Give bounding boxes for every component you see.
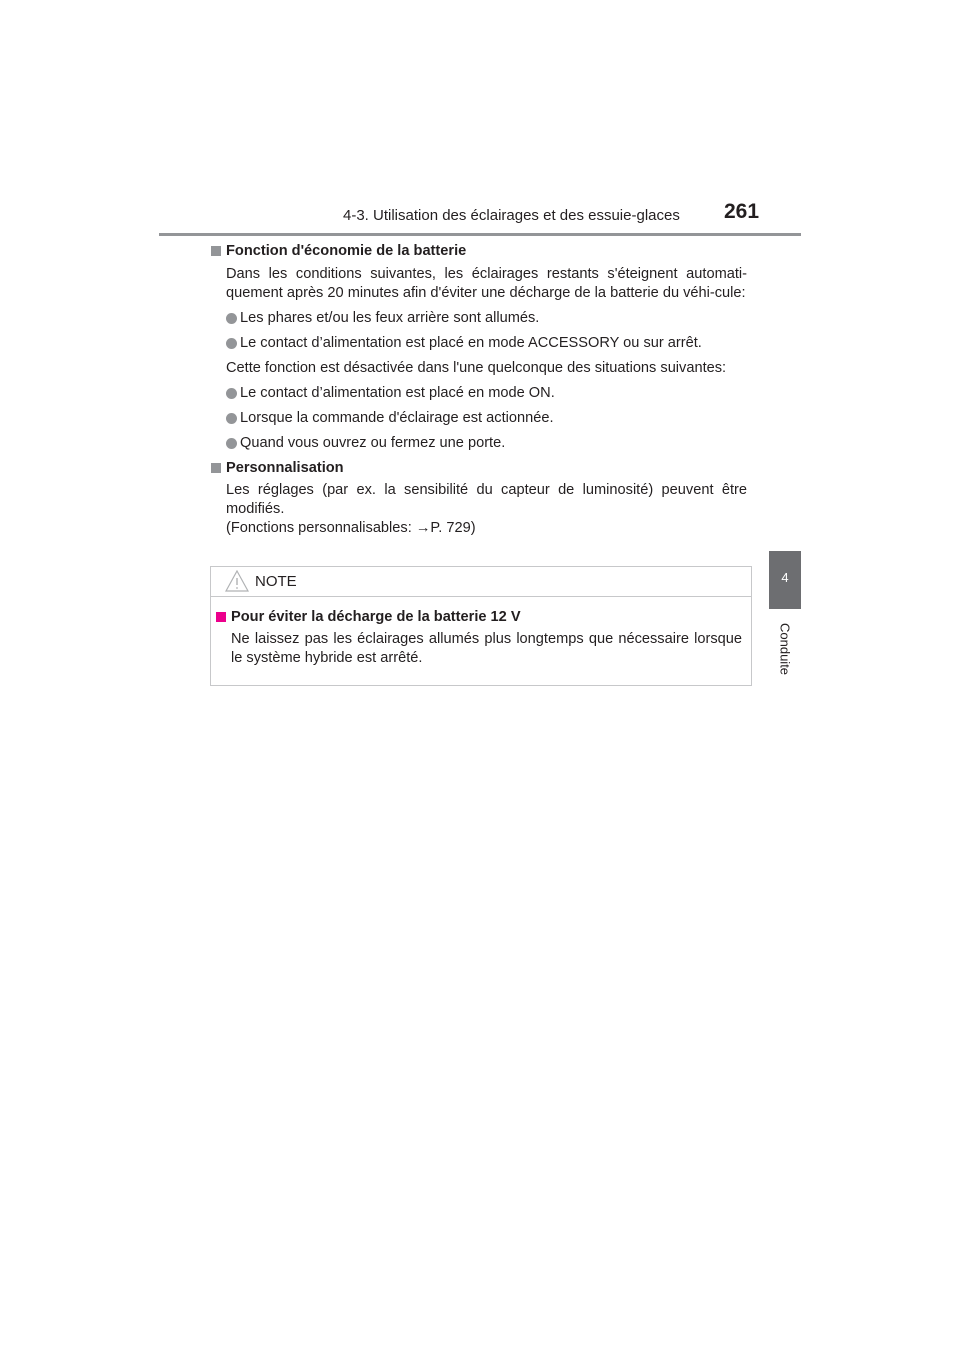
note-header (211, 567, 751, 597)
list-item: Les phares et/ou les feux arrière sont allumés. (226, 309, 747, 328)
section-heading: Personnalisation (211, 459, 747, 478)
note-text: Ne laissez pas les éclairages allumés plus longtemps que nécessaire lorsque le système hybride est arrêté. (231, 631, 742, 666)
note-body (211, 597, 751, 668)
bullet-icon (226, 413, 237, 424)
section-paragraph: Les réglages (par ex. la sensibilité du capteur de luminosité) peuvent être modifiés. (226, 482, 747, 517)
heading-square-icon (211, 246, 221, 256)
section-paragraph: Dans les conditions suivantes, les éclairages restants s'éteignent automati-quement après 20 minutes afin d'éviter une décharge de la batterie du véhi-cule: (226, 266, 747, 301)
section-heading: Fonction d'économie de la batterie (211, 242, 747, 261)
warning-triangle-icon (225, 570, 249, 592)
note-label: NOTE (255, 573, 297, 590)
list-item: Quand vous ouvrez ou fermez une porte. (226, 434, 747, 453)
heading-square-icon (211, 463, 221, 473)
main-content (211, 242, 747, 538)
note-heading: Pour éviter la décharge de la batterie 12 V (216, 608, 742, 627)
bullet-icon (226, 438, 237, 449)
note-box (210, 566, 752, 686)
bullet-icon (226, 313, 237, 324)
heading-square-icon (216, 612, 226, 622)
section-paragraph: Cette fonction est désactivée dans l'une quelconque des situations suivantes: (226, 360, 727, 376)
list-item: Lorsque la commande d'éclairage est actionnée. (226, 409, 747, 428)
list-item: Le contact d’alimentation est placé en mode ACCESSORY ou sur arrêt. (226, 334, 747, 353)
list-item: Le contact d’alimentation est placé en mode ON. (226, 384, 747, 403)
page-number: 261 (724, 200, 760, 223)
bullet-icon (226, 388, 237, 399)
bullet-icon (226, 338, 237, 349)
side-tab-label: Conduite (777, 622, 793, 676)
side-tab-number: 4 (781, 570, 789, 585)
page-reference: (Fonctions personnalisables: →P. 729) (226, 520, 476, 536)
header-rule (159, 233, 801, 236)
page-header-title: 4-3. Utilisation des éclairages et des essuie-glaces (343, 207, 680, 224)
